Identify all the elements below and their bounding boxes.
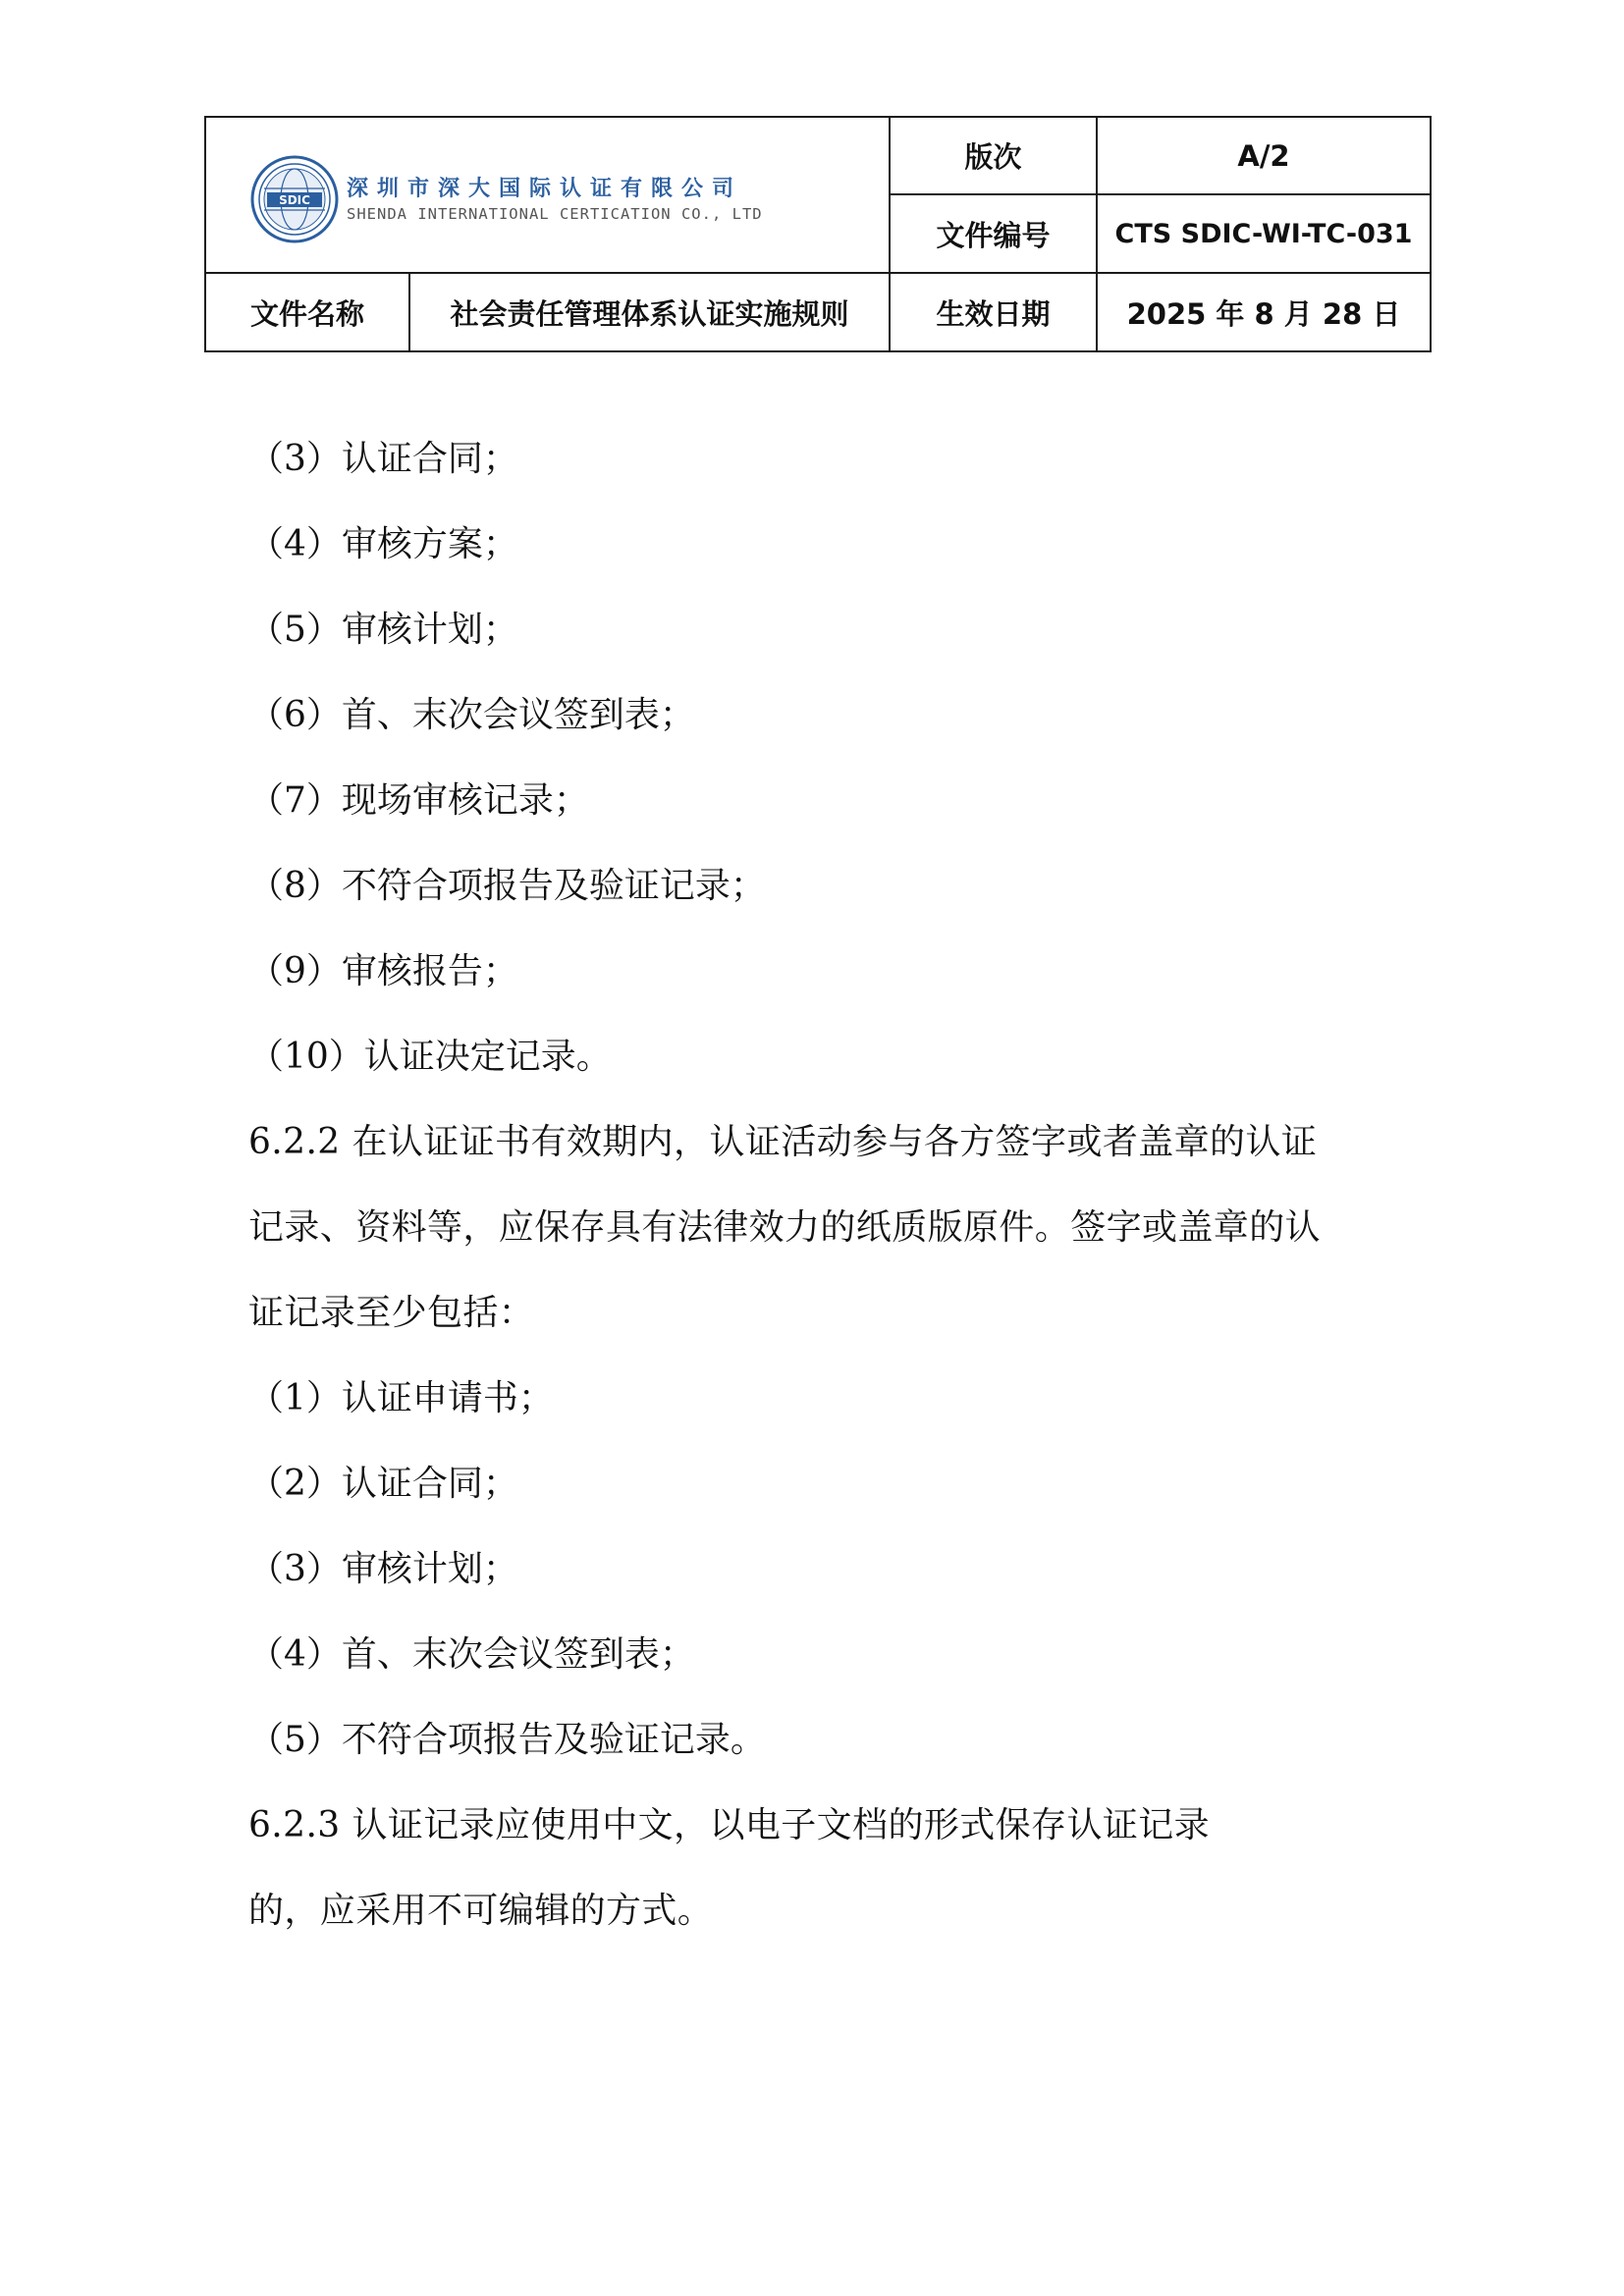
list-item: （6）首、末次会议签到表； bbox=[248, 695, 695, 735]
clause-622-line: 证记录至少包括： bbox=[248, 1293, 535, 1333]
list-item: （8）不符合项报告及验证记录； bbox=[248, 866, 766, 906]
list-item: （5）不符合项报告及验证记录。 bbox=[248, 1720, 766, 1760]
list-item: （7）现场审核记录； bbox=[248, 780, 589, 821]
version-value: A/2 bbox=[1237, 138, 1290, 173]
list-item: （2）认证合同； bbox=[248, 1464, 518, 1504]
doc-number-value: CTS SDIC-WI-TC-031 bbox=[1114, 218, 1413, 249]
clause-623-line: 6.2.3 认证记录应使用中文，以电子文档的形式保存认证记录 bbox=[248, 1805, 1211, 1845]
doc-name-label: 文件名称 bbox=[249, 296, 364, 331]
version-label: 版次 bbox=[964, 140, 1022, 174]
effective-date-label: 生效日期 bbox=[936, 296, 1051, 331]
clause-623-line: 的，应采用不可编辑的方式。 bbox=[248, 1891, 714, 1931]
effective-date-value: 2025 年 8 月 28 日 bbox=[1126, 296, 1401, 331]
list-item: （4）首、末次会议签到表； bbox=[248, 1634, 695, 1675]
doc-number-label: 文件编号 bbox=[936, 218, 1051, 252]
clause-622-line: 6.2.2 在认证证书有效期内，认证活动参与各方签字或者盖章的认证 bbox=[248, 1122, 1318, 1162]
company-logo-block bbox=[206, 118, 891, 274]
list-item: （4）审核方案； bbox=[248, 524, 518, 564]
list-item: （3）认证合同； bbox=[248, 439, 518, 479]
doc-name-value: 社会责任管理体系认证实施规则 bbox=[450, 296, 849, 331]
document-header-table bbox=[204, 116, 1432, 352]
company-logo-icon bbox=[250, 155, 339, 243]
list-item: （3）审核计划； bbox=[248, 1549, 518, 1589]
company-name-en: SHENDA INTERNATIONAL CERTICATION CO., LTD bbox=[347, 205, 763, 223]
list-item: （10）认证决定记录。 bbox=[248, 1037, 612, 1077]
list-item: （5）审核计划； bbox=[248, 610, 518, 650]
list-item: （9）审核报告； bbox=[248, 951, 518, 991]
company-name-cn: 深圳市深大国际认证有限公司 bbox=[347, 177, 743, 201]
clause-622-line: 记录、资料等，应保存具有法律效力的纸质版原件。签字或盖章的认 bbox=[248, 1207, 1322, 1248]
list-item: （1）认证申请书； bbox=[248, 1378, 554, 1418]
logo-text: SDIC bbox=[279, 193, 310, 207]
